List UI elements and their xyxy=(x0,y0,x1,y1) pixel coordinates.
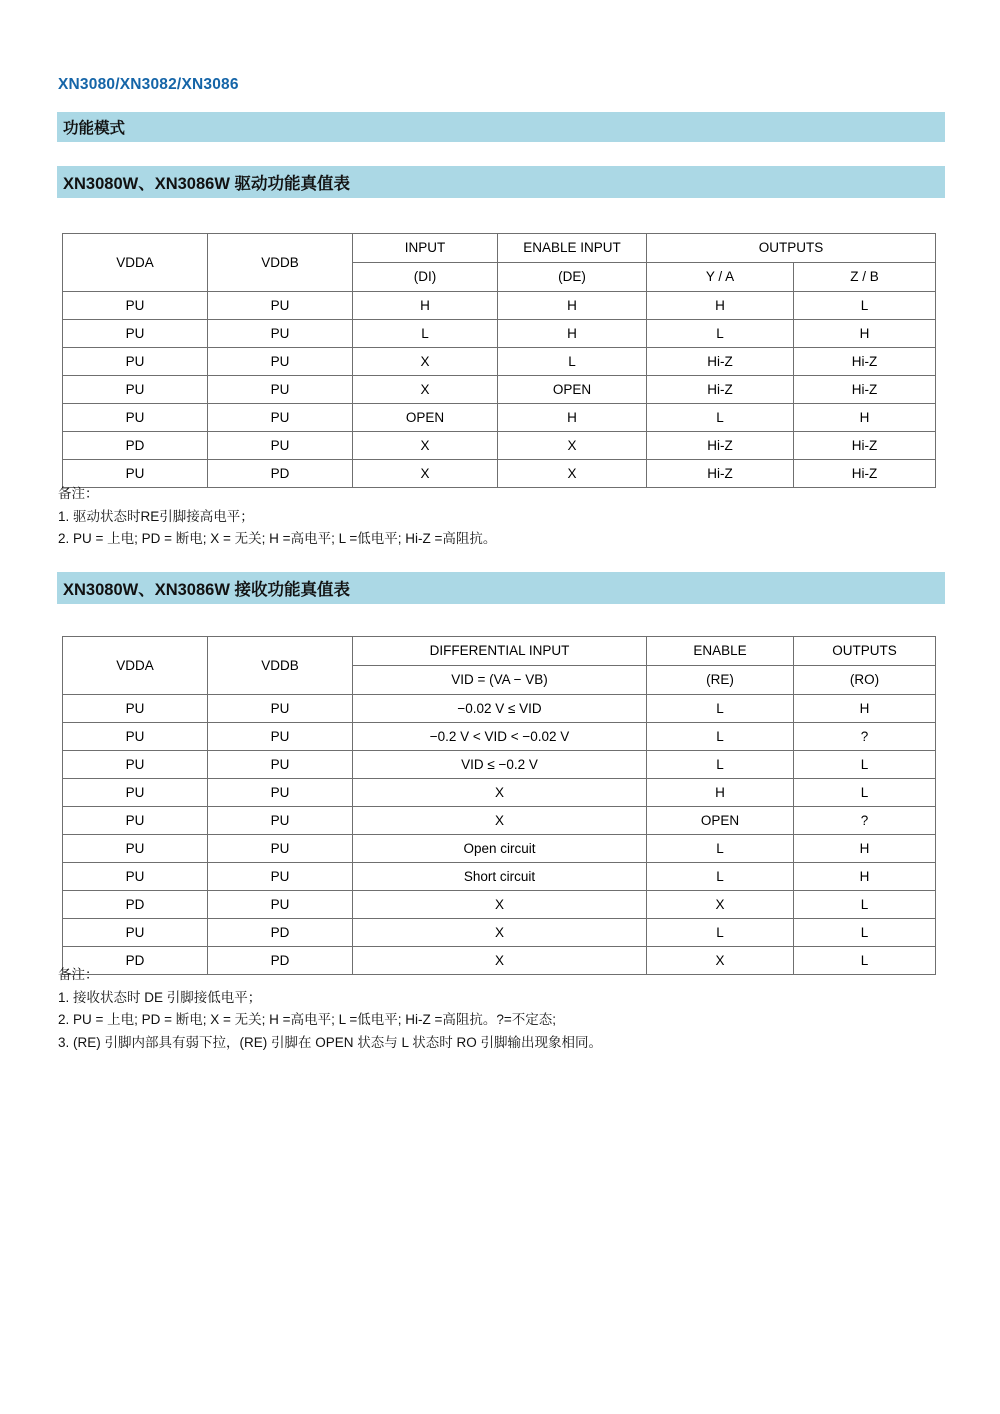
table-cell: PU xyxy=(208,779,353,807)
table-cell: L xyxy=(647,835,794,863)
section-header-function-modes xyxy=(57,112,945,142)
table-cell: PU xyxy=(208,404,353,432)
table-cell: Short circuit xyxy=(353,863,647,891)
table-row xyxy=(63,891,936,919)
table-row xyxy=(63,348,936,376)
table-cell: H xyxy=(794,863,936,891)
table-cell: PU xyxy=(63,835,208,863)
column-header-outputs: OUTPUTS xyxy=(794,637,936,666)
table-cell: PU xyxy=(63,695,208,723)
table-row xyxy=(63,919,936,947)
table-cell: Hi-Z xyxy=(794,460,936,488)
column-subheader-re: (RE) xyxy=(647,666,794,695)
table-cell: PU xyxy=(63,807,208,835)
column-header-outputs: OUTPUTS xyxy=(647,234,936,263)
table-cell: H xyxy=(498,404,647,432)
table-cell: L xyxy=(794,751,936,779)
driver-truth-table xyxy=(62,233,936,488)
table-cell: OPEN xyxy=(498,376,647,404)
table-cell: H xyxy=(794,695,936,723)
table-cell: PD xyxy=(63,947,208,975)
table-cell: PU xyxy=(208,376,353,404)
table-row xyxy=(63,807,936,835)
table-cell: PU xyxy=(63,460,208,488)
table-cell: L xyxy=(647,919,794,947)
table-cell: Hi-Z xyxy=(647,376,794,404)
table-cell: X xyxy=(353,348,498,376)
table-cell: −0.2 V < VID < −0.02 V xyxy=(353,723,647,751)
table-row xyxy=(63,835,936,863)
table-cell: H xyxy=(647,779,794,807)
receiver-table-body xyxy=(63,695,936,975)
table-row xyxy=(63,779,936,807)
table-cell: OPEN xyxy=(353,404,498,432)
section-header-receiver-truth-table xyxy=(57,572,945,604)
column-subheader-zb: Z / B xyxy=(794,263,936,292)
table-cell: PU xyxy=(208,348,353,376)
table-cell: H xyxy=(498,320,647,348)
table-cell: PU xyxy=(63,348,208,376)
table-cell: Hi-Z xyxy=(794,376,936,404)
table-cell: ? xyxy=(794,807,936,835)
table-cell: PU xyxy=(63,723,208,751)
table-cell: VID ≤ −0.2 V xyxy=(353,751,647,779)
table-cell: PD xyxy=(208,919,353,947)
section-header-label: XN3080W、XN3086W 驱动功能真值表 xyxy=(63,175,350,193)
table-cell: X xyxy=(647,947,794,975)
table-row xyxy=(63,695,936,723)
section-header-driver-truth-table xyxy=(57,166,945,198)
table-cell: PU xyxy=(208,432,353,460)
table-cell: PD xyxy=(208,947,353,975)
table-cell: L xyxy=(794,919,936,947)
table-header-row xyxy=(63,637,936,666)
column-subheader-ya: Y / A xyxy=(647,263,794,292)
table-cell: X xyxy=(498,432,647,460)
table-row xyxy=(63,723,936,751)
receiver-notes xyxy=(58,968,602,1058)
column-subheader-di: (DI) xyxy=(353,263,498,292)
table-cell: L xyxy=(647,404,794,432)
table-row xyxy=(63,292,936,320)
table-cell: H xyxy=(794,320,936,348)
column-header-vddb: VDDB xyxy=(208,234,353,292)
receiver-truth-table xyxy=(62,636,936,975)
table-cell: H xyxy=(794,835,936,863)
table-cell: L xyxy=(794,779,936,807)
note-item: 1. 接收状态时 DE 引脚接低电平； xyxy=(58,989,262,1005)
table-cell: PU xyxy=(63,376,208,404)
table-cell: PU xyxy=(208,891,353,919)
page-title: XN3080/XN3082/XN3086 xyxy=(58,76,239,93)
table-cell: X xyxy=(353,432,498,460)
table-cell: L xyxy=(647,751,794,779)
table-cell: X xyxy=(353,807,647,835)
table-cell: L xyxy=(353,320,498,348)
table-cell: PU xyxy=(208,807,353,835)
table-cell: −0.02 V ≤ VID xyxy=(353,695,647,723)
table-cell: L xyxy=(647,723,794,751)
column-subheader-de: (DE) xyxy=(498,263,647,292)
section-header-label: XN3080W、XN3086W 接收功能真值表 xyxy=(63,581,350,599)
table-cell: ? xyxy=(794,723,936,751)
table-cell: PU xyxy=(63,863,208,891)
table-cell: X xyxy=(647,891,794,919)
note-item: 1. 驱动状态时RE引脚接高电平； xyxy=(58,508,254,524)
table-cell: L xyxy=(647,863,794,891)
column-header-enable-input: ENABLE INPUT xyxy=(498,234,647,263)
table-cell: H xyxy=(647,292,794,320)
table-cell: Hi-Z xyxy=(794,348,936,376)
table-cell: PU xyxy=(208,292,353,320)
driver-table-body xyxy=(63,292,936,488)
table-row xyxy=(63,320,936,348)
column-header-vdda: VDDA xyxy=(63,234,208,292)
table-cell: H xyxy=(498,292,647,320)
table-row xyxy=(63,751,936,779)
table-cell: PU xyxy=(63,292,208,320)
table-cell: PU xyxy=(208,695,353,723)
table-cell: PU xyxy=(63,919,208,947)
table-cell: Hi-Z xyxy=(647,460,794,488)
table-cell: X xyxy=(353,891,647,919)
table-cell: L xyxy=(647,320,794,348)
table-cell: PU xyxy=(208,723,353,751)
table-cell: PD xyxy=(208,460,353,488)
table-cell: Hi-Z xyxy=(647,348,794,376)
column-header-enable: ENABLE xyxy=(647,637,794,666)
column-subheader-ro: (RO) xyxy=(794,666,936,695)
table-cell: PD xyxy=(63,891,208,919)
table-cell: L xyxy=(794,891,936,919)
driver-notes xyxy=(58,487,496,555)
table-cell: PU xyxy=(208,751,353,779)
table-cell: PU xyxy=(208,863,353,891)
column-header-vddb: VDDB xyxy=(208,637,353,695)
table-row xyxy=(63,460,936,488)
table-cell: Hi-Z xyxy=(794,432,936,460)
table-row xyxy=(63,376,936,404)
table-cell: PU xyxy=(208,320,353,348)
table-cell: X xyxy=(353,919,647,947)
table-cell: L xyxy=(794,947,936,975)
table-cell: Open circuit xyxy=(353,835,647,863)
table-cell: X xyxy=(498,460,647,488)
notes-heading: 备注： xyxy=(58,486,99,501)
table-cell: PD xyxy=(63,432,208,460)
note-item: 2. PU = 上电; PD = 断电; X = 无关; H =高电平; L =低电平; Hi-Z =高阻抗。?=不定态; xyxy=(58,1012,556,1027)
table-row xyxy=(63,404,936,432)
table-cell: PU xyxy=(63,320,208,348)
table-cell: L xyxy=(794,292,936,320)
section-header-label: 功能模式 xyxy=(63,120,126,137)
column-header-differential-input: DIFFERENTIAL INPUT xyxy=(353,637,647,666)
note-item: 2. PU = 上电; PD = 断电; X = 无关; H =高电平; L =低电平; Hi-Z =高阻抗。 xyxy=(58,531,497,546)
table-cell: Hi-Z xyxy=(647,432,794,460)
table-row xyxy=(63,863,936,891)
table-cell: X xyxy=(353,779,647,807)
table-cell: PU xyxy=(63,404,208,432)
notes-heading: 备注： xyxy=(58,967,99,982)
table-row xyxy=(63,432,936,460)
table-cell: X xyxy=(353,460,498,488)
table-header-row xyxy=(63,234,936,263)
note-item: 3. (RE) 引脚内部具有弱下拉，(RE) 引脚在 OPEN 状态与 L 状态时 RO 引脚输出现象相同。 xyxy=(58,1034,603,1050)
table-cell: X xyxy=(353,376,498,404)
table-cell: PU xyxy=(208,835,353,863)
table-cell: H xyxy=(794,404,936,432)
table-cell: H xyxy=(353,292,498,320)
table-cell: L xyxy=(498,348,647,376)
table-cell: PU xyxy=(63,779,208,807)
column-subheader-vid: VID = (VA − VB) xyxy=(353,666,647,695)
column-header-vdda: VDDA xyxy=(63,637,208,695)
table-cell: PU xyxy=(63,751,208,779)
column-header-input: INPUT xyxy=(353,234,498,263)
table-cell: X xyxy=(353,947,647,975)
table-cell: OPEN xyxy=(647,807,794,835)
table-cell: L xyxy=(647,695,794,723)
